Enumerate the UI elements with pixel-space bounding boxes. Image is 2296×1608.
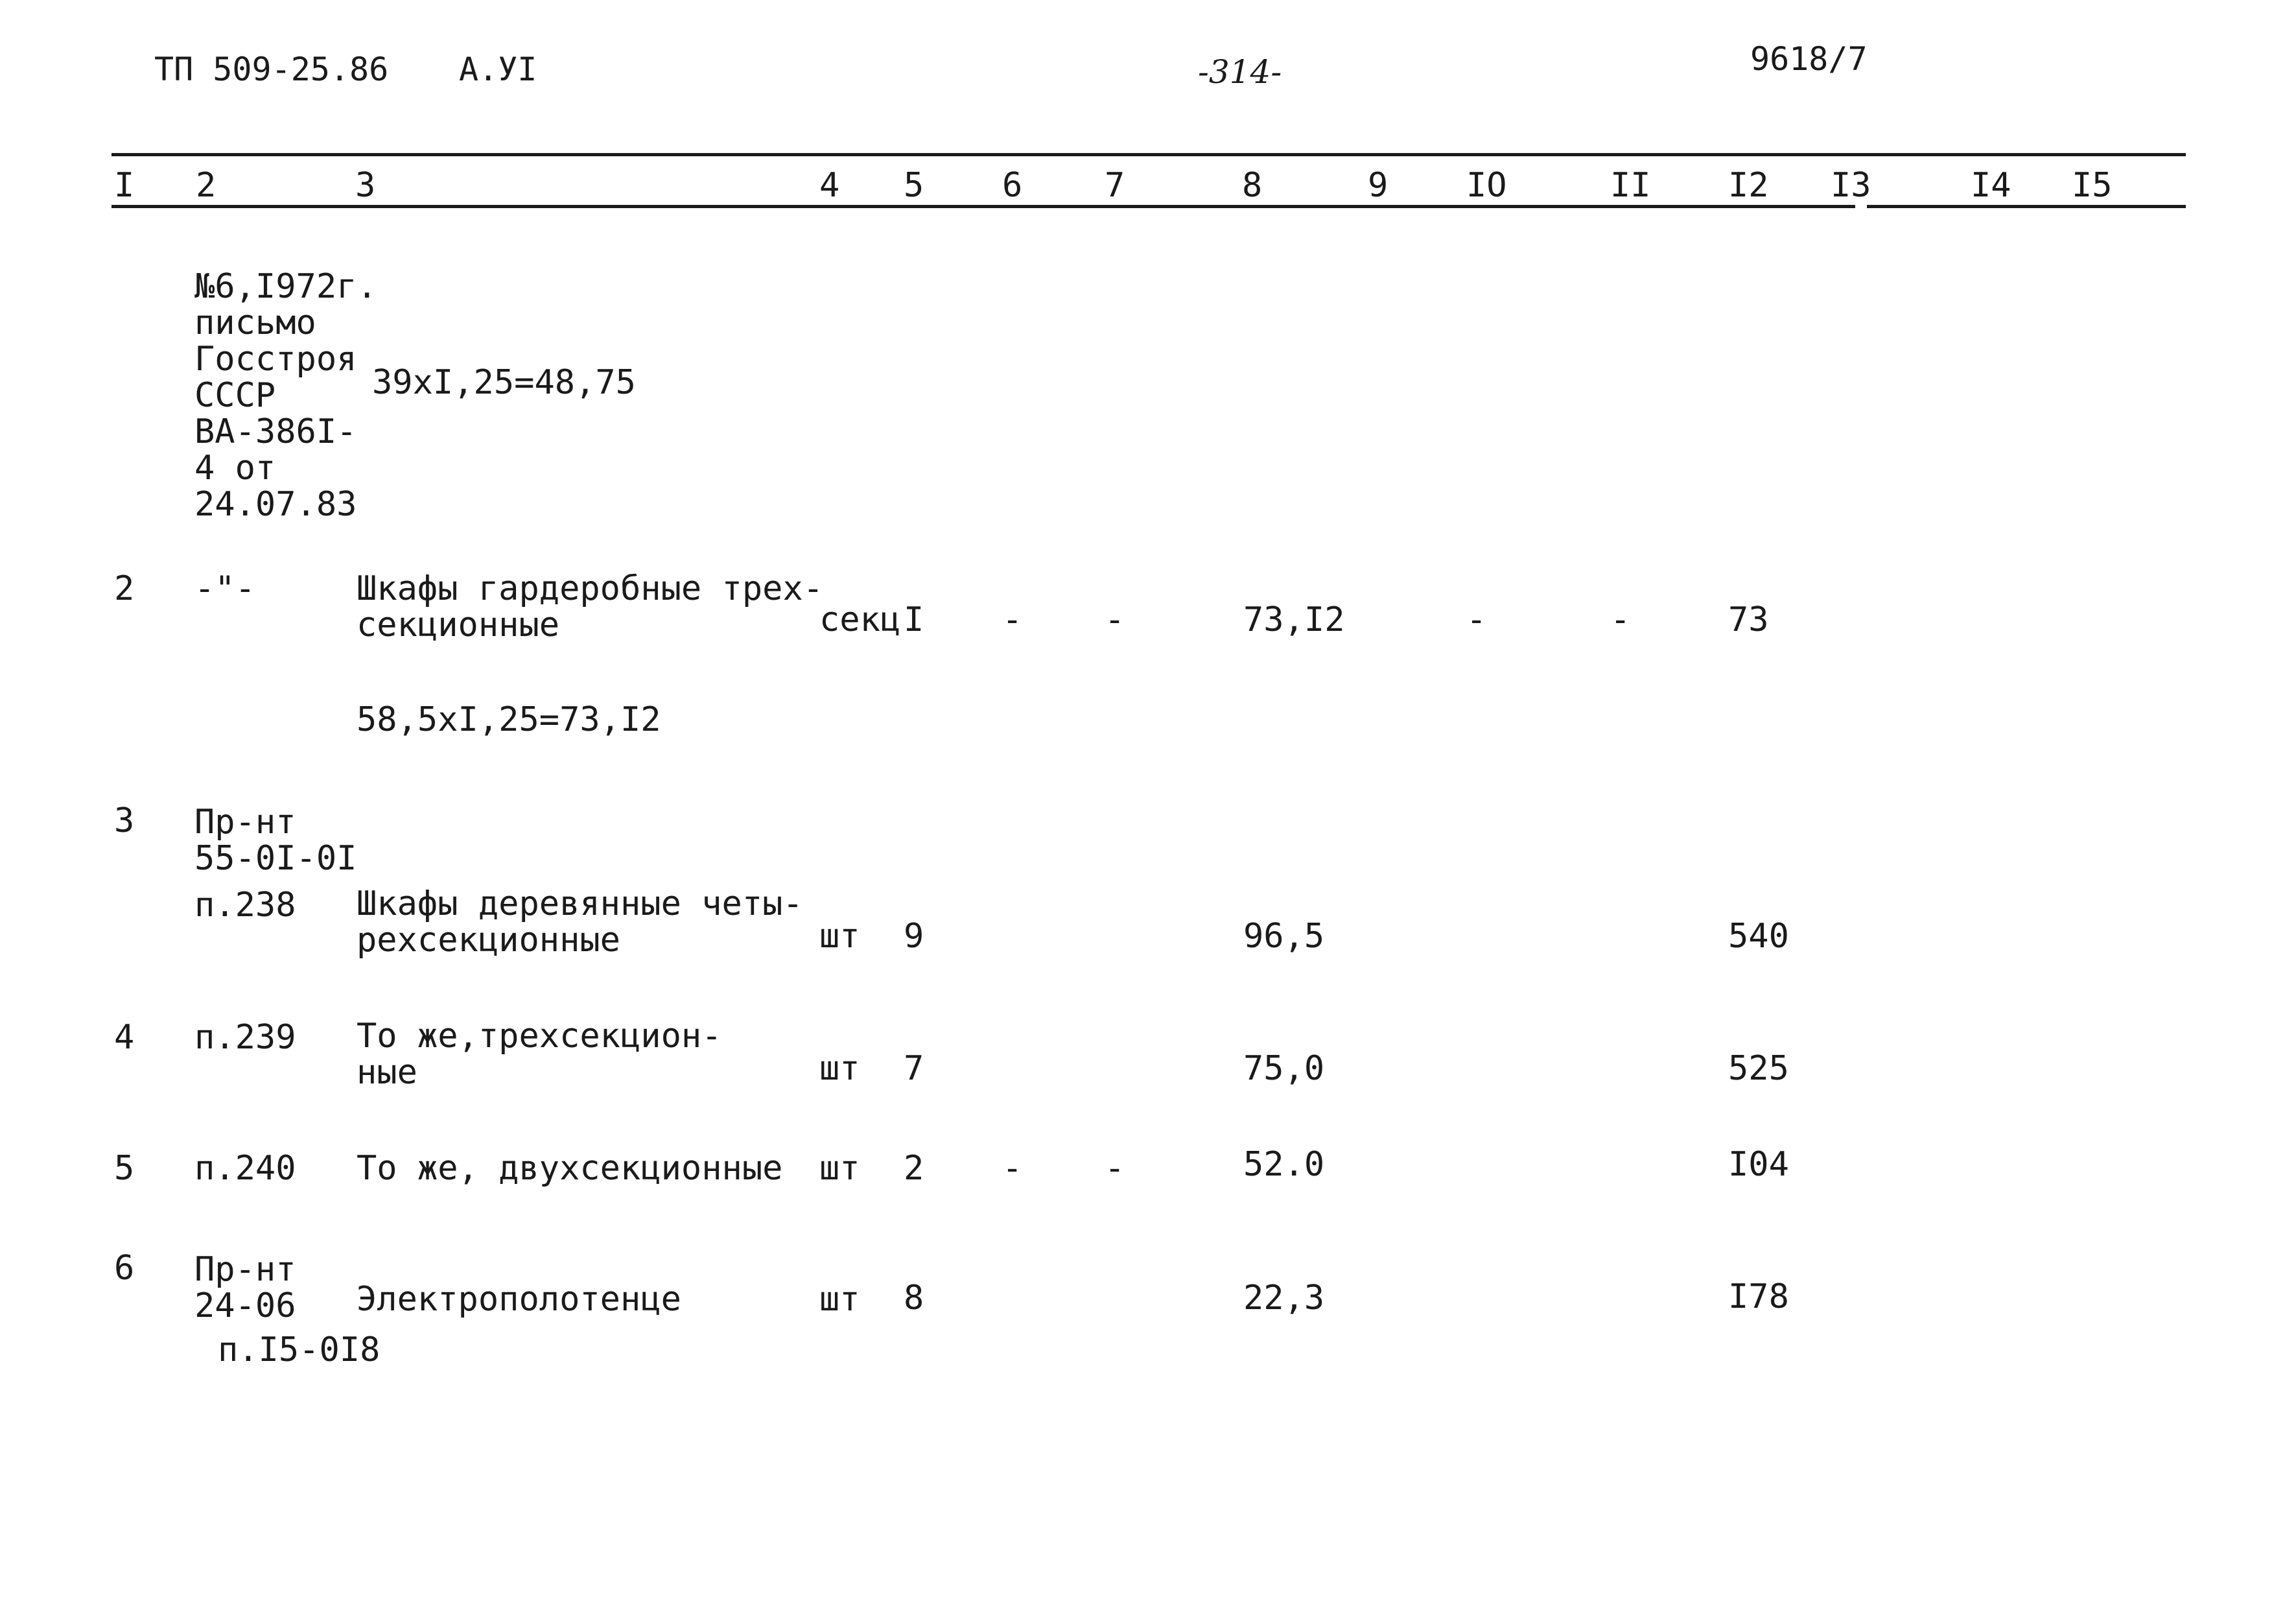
header-bottom-rule-right: [1867, 205, 2186, 208]
basis-line: ВА-386I-: [194, 412, 357, 451]
basis-line: 24-06: [194, 1286, 296, 1325]
row-price: 22,3: [1243, 1279, 1325, 1318]
col-num: 9: [1368, 166, 1388, 205]
row-number: 2: [114, 569, 135, 608]
col-num: 6: [1002, 166, 1023, 205]
row-name: [357, 886, 803, 958]
sheet-reference: 9618/7: [1750, 40, 1868, 78]
row-total: 540: [1728, 917, 1789, 956]
basis-line: письмо: [194, 303, 316, 342]
row-number: 5: [114, 1149, 135, 1188]
basis-line: №6,I972г.: [194, 267, 377, 306]
col-num: 2: [196, 166, 217, 205]
header-top-rule: [111, 153, 2186, 156]
row-item: п.239: [194, 1018, 296, 1057]
row-unit: шт: [819, 1049, 860, 1088]
row-basis: [194, 804, 357, 877]
row-total: I04: [1728, 1145, 1789, 1184]
col-num: 4: [819, 166, 840, 205]
row-formula: 58,5хI,25=73,I2: [357, 700, 661, 739]
col-num: 8: [1242, 166, 1263, 205]
basis-line: Госстроя: [194, 340, 357, 379]
row-price: 52.0: [1243, 1145, 1325, 1184]
row-basis: -"-: [194, 569, 255, 608]
col-num: 5: [904, 166, 924, 205]
row-number: 3: [114, 801, 135, 840]
basis-line: СССР: [194, 376, 276, 415]
col-num: II: [1610, 166, 1651, 205]
album-label: А.УI: [459, 51, 537, 88]
row-quantity: 7: [904, 1049, 924, 1088]
row-number: 6: [114, 1249, 135, 1288]
row-unit: шт: [819, 1149, 860, 1188]
row-col7: -: [1105, 600, 1125, 639]
row-col7: -: [1105, 1149, 1125, 1188]
name-line: ные: [357, 1053, 417, 1092]
row-unit: секц: [819, 600, 901, 639]
row-price: 96,5: [1243, 917, 1325, 956]
row-col6: -: [1002, 600, 1023, 639]
page-number: -314-: [1198, 53, 1282, 91]
name-line: Шкафы деревянные четы-: [357, 884, 803, 923]
basis-line: 55-0I-0I: [194, 839, 357, 878]
row-name: Электрополотенце: [357, 1280, 681, 1319]
row-name: [357, 571, 823, 643]
name-line: Шкафы гардеробные трех-: [357, 569, 824, 608]
row-name: [357, 1018, 722, 1091]
col-num: I2: [1728, 166, 1769, 205]
basis-line: 4 от: [194, 449, 276, 488]
row-item: п.240: [194, 1149, 296, 1188]
row-unit: шт: [819, 1280, 860, 1319]
row-total: 525: [1728, 1049, 1789, 1088]
col-num: I3: [1831, 166, 1871, 205]
name-line: То же,трехсекцион-: [357, 1017, 722, 1056]
name-line: секционные: [357, 606, 560, 644]
row-item: п.238: [194, 886, 296, 925]
basis-line: 24.07.83: [194, 485, 357, 524]
row-quantity: 2: [904, 1149, 924, 1188]
row-total: 73: [1728, 600, 1769, 639]
row-price: 75,0: [1243, 1049, 1325, 1088]
row-price: 73,I2: [1243, 600, 1345, 639]
col-num: I5: [2072, 166, 2113, 205]
col-num: 3: [355, 166, 376, 205]
row-unit: шт: [819, 917, 860, 956]
doc-code: ТП 509-25.86: [154, 51, 389, 88]
col-num: 7: [1105, 166, 1125, 205]
row-name: То же, двухсекционные: [357, 1149, 783, 1188]
row-col10: -: [1466, 600, 1487, 639]
row-col11: -: [1610, 600, 1631, 639]
row-formula: 39хI,25=48,75: [372, 363, 636, 402]
row-total: I78: [1728, 1277, 1789, 1316]
row-quantity: 8: [904, 1279, 924, 1318]
row-col6: -: [1002, 1149, 1023, 1188]
row-basis: [194, 1251, 296, 1324]
row-quantity: 9: [904, 917, 924, 956]
col-num: I4: [1971, 166, 2011, 205]
basis-line: Пр-нт: [194, 1250, 296, 1289]
row-basis: [194, 268, 377, 523]
header-bottom-rule: [111, 205, 1855, 208]
row-item: п.I5-0I8: [218, 1330, 381, 1369]
row-number: 4: [114, 1018, 135, 1057]
col-num: I: [114, 166, 135, 205]
name-line: рехсекционные: [357, 921, 620, 960]
row-quantity: I: [904, 600, 924, 639]
col-num: IO: [1466, 166, 1507, 205]
basis-line: Пр-нт: [194, 803, 296, 842]
